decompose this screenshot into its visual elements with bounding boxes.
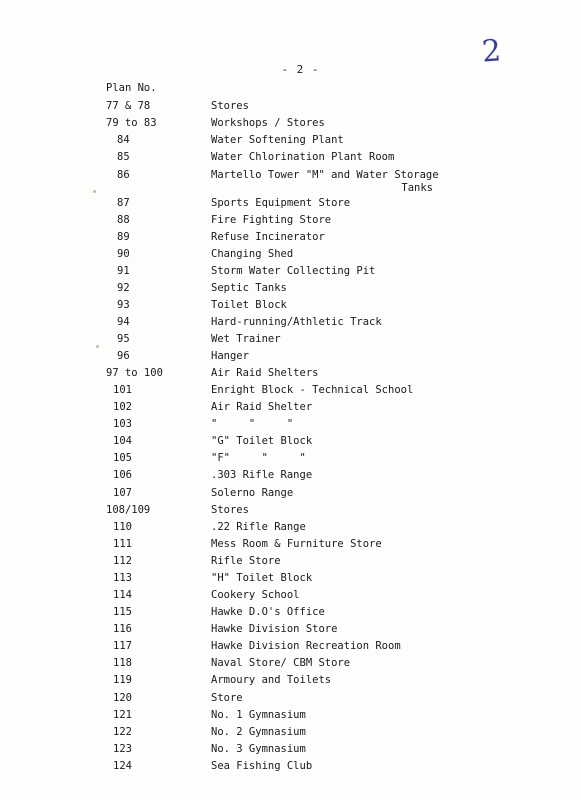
- building-description: No. 2 Gymnasium: [211, 726, 306, 738]
- building-description: Stores: [211, 100, 249, 112]
- plan-number: 97 to 100: [106, 367, 163, 379]
- list-item: [0, 195, 581, 212]
- building-description: No. 1 Gymnasium: [211, 709, 306, 721]
- plan-number: 114: [113, 589, 132, 601]
- plan-number: 110: [113, 521, 132, 533]
- list-item: [0, 263, 581, 280]
- plan-number: 85: [117, 151, 130, 163]
- plan-number: 108/109: [106, 504, 151, 516]
- building-description: Stores: [211, 504, 249, 516]
- building-description: [211, 167, 441, 195]
- list-item: [0, 246, 581, 263]
- list-item: [0, 212, 581, 229]
- plan-number: 102: [113, 401, 132, 413]
- list-item: [0, 502, 581, 519]
- plan-number: 113: [113, 572, 132, 584]
- building-description: Hawke Division Store: [211, 623, 338, 635]
- list-item: [0, 450, 581, 467]
- plan-number: 116: [113, 623, 132, 635]
- description-line-1: Martello Tower "M" and Water Storage: [211, 169, 439, 181]
- building-description: Fire Fighting Store: [211, 214, 332, 226]
- building-description: "F" " ": [211, 452, 306, 464]
- plan-number: 104: [113, 435, 132, 447]
- building-description: Air Raid Shelters: [211, 367, 319, 379]
- building-description: Hard-running/Athletic Track: [211, 316, 382, 328]
- building-description: Store: [211, 692, 243, 704]
- plan-number: 77 & 78: [106, 100, 151, 112]
- list-item: [0, 365, 581, 382]
- description-line-2: Tanks: [401, 182, 433, 194]
- plan-number: 107: [113, 487, 132, 499]
- building-description: "H" Toilet Block: [211, 572, 313, 584]
- plan-number: 124: [113, 760, 132, 772]
- plan-number: 86: [117, 169, 130, 181]
- building-description: .22 Rifle Range: [211, 521, 306, 533]
- list-item: [0, 416, 581, 433]
- plan-number: 112: [113, 555, 132, 567]
- plan-number: 79 to 83: [106, 117, 157, 129]
- building-description: Water Chlorination Plant Room: [211, 151, 395, 163]
- plan-number: 103: [113, 418, 132, 430]
- list-item: [0, 433, 581, 450]
- plan-number: 105: [113, 452, 132, 464]
- building-description: Solerno Range: [211, 487, 294, 499]
- list-item: [0, 707, 581, 724]
- building-description: Storm Water Collecting Pit: [211, 265, 376, 277]
- plan-number: 96: [117, 350, 130, 362]
- plan-number: 111: [113, 538, 132, 550]
- list-item: [0, 519, 581, 536]
- list-item: [0, 115, 581, 132]
- building-description: .303 Rifle Range: [211, 469, 313, 481]
- plan-number: 119: [113, 674, 132, 686]
- page-number: - 2 -: [281, 63, 320, 76]
- list-item: [0, 297, 581, 314]
- list-item: [0, 604, 581, 621]
- building-description: Rifle Store: [211, 555, 281, 567]
- list-item: [0, 382, 581, 399]
- plan-number: 101: [113, 384, 132, 396]
- plan-number: 106: [113, 469, 132, 481]
- list-item: [0, 672, 581, 689]
- plan-no-header: Plan No.: [106, 82, 157, 94]
- building-description: Mess Room & Furniture Store: [211, 538, 382, 550]
- list-item: [0, 399, 581, 416]
- handwritten-page-number: 2: [480, 33, 503, 70]
- building-description: Hanger: [211, 350, 249, 362]
- list-item: [0, 570, 581, 587]
- list-item: [0, 348, 581, 365]
- building-description: Enright Block - Technical School: [211, 384, 414, 396]
- list-item: [0, 638, 581, 655]
- building-description: Wet Trainer: [211, 333, 281, 345]
- list-item: [0, 758, 581, 775]
- list-item: [0, 690, 581, 707]
- building-description: Hawke Division Recreation Room: [211, 640, 401, 652]
- building-description: Septic Tanks: [211, 282, 287, 294]
- building-description: Cookery School: [211, 589, 300, 601]
- plan-number: 120: [113, 692, 132, 704]
- plan-number: 115: [113, 606, 132, 618]
- building-description: Sea Fishing Club: [211, 760, 313, 772]
- plan-number: 122: [113, 726, 132, 738]
- plan-number: 91: [117, 265, 130, 277]
- plan-number: 121: [113, 709, 132, 721]
- plan-number: 88: [117, 214, 130, 226]
- list-item: [0, 553, 581, 570]
- plan-number: 87: [117, 197, 130, 209]
- building-description: "G" Toilet Block: [211, 435, 313, 447]
- building-description: Armoury and Toilets: [211, 674, 332, 686]
- list-item: [0, 621, 581, 638]
- building-description: No. 3 Gymnasium: [211, 743, 306, 755]
- list-item: [0, 280, 581, 297]
- plan-number: 118: [113, 657, 132, 669]
- plan-number: 89: [117, 231, 130, 243]
- building-description: Changing Shed: [211, 248, 294, 260]
- plan-number: 84: [117, 134, 130, 146]
- plan-number: 92: [117, 282, 130, 294]
- building-description: Hawke D.O's Office: [211, 606, 325, 618]
- list-item: [0, 724, 581, 741]
- list-item: [0, 132, 581, 149]
- plan-number: 90: [117, 248, 130, 260]
- building-description: Toilet Block: [211, 299, 287, 311]
- building-description: Sports Equipment Store: [211, 197, 351, 209]
- list-item: [0, 485, 581, 502]
- building-description: Workshops / Stores: [211, 117, 325, 129]
- plan-number: 95: [117, 333, 130, 345]
- list-item: [0, 314, 581, 331]
- list-item: [0, 741, 581, 758]
- plan-number: 94: [117, 316, 130, 328]
- building-description: Water Softening Plant: [211, 134, 344, 146]
- list-item: [0, 467, 581, 484]
- list-item: [0, 587, 581, 604]
- building-description: Naval Store/ CBM Store: [211, 657, 351, 669]
- list-item: [0, 229, 581, 246]
- plan-number: 117: [113, 640, 132, 652]
- plan-number: 93: [117, 299, 130, 311]
- list-item: [0, 331, 581, 348]
- paper-speck: [96, 345, 99, 348]
- building-description: " " ": [211, 418, 294, 430]
- building-description: Refuse Incinerator: [211, 231, 325, 243]
- paper-speck: [93, 190, 96, 193]
- list-item: [0, 655, 581, 672]
- list-item: [0, 536, 581, 553]
- list-item: [0, 149, 581, 166]
- plan-number: 123: [113, 743, 132, 755]
- list-item: [0, 98, 581, 115]
- building-description: Air Raid Shelter: [211, 401, 313, 413]
